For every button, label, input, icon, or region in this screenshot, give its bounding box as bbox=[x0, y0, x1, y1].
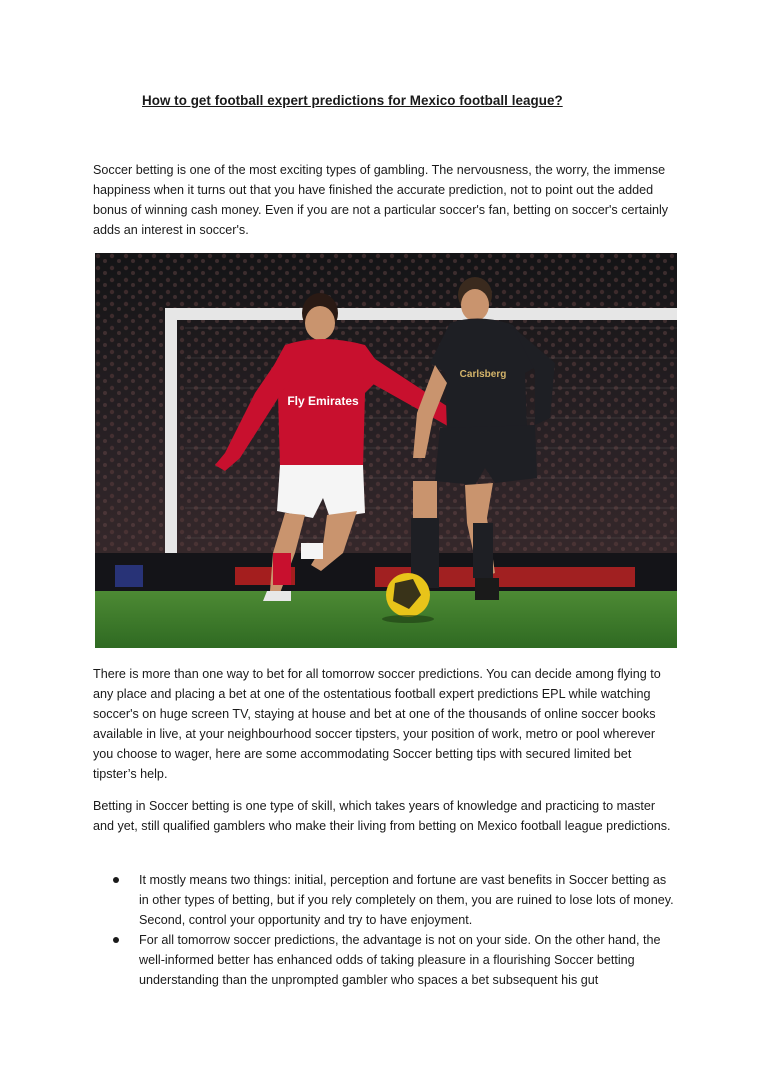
list-item-text: For all tomorrow soccer predictions, the advantage is not on your side. On the other hand, the well-informed better has enhanced odds of taking pleasure in a flourishing Soccer betting understanding than the unprompted gambler who spaces a bet subsequent his gut bbox=[139, 933, 661, 987]
list-item bbox=[93, 870, 677, 930]
list-item bbox=[93, 930, 677, 990]
bullet-icon bbox=[113, 877, 119, 883]
second-paragraph: There is more than one way to bet for all tomorrow soccer predictions. You can decide among flying to any place and placing a bet at one of the ostentatious football expert predictions EPL while watching soccer's on huge screen TV, staying at house and bet at one of the thousands of online soccer books available in live, at your neighbourhood soccer tipsters, your position of work, metro or pool wherever you choose to wager, here are some accommodating Soccer betting tips with secured limited bet tipster’s help. bbox=[93, 667, 661, 781]
page-title: How to get football expert predictions for Mexico football league? bbox=[142, 93, 563, 108]
sponsor-red-text: Fly Emirates bbox=[287, 394, 359, 408]
soccer-match-photo bbox=[95, 253, 677, 648]
bullet-list bbox=[93, 870, 677, 990]
third-paragraph: Betting in Soccer betting is one type of skill, which takes years of knowledge and practicing to master and yet, still qualified gamblers who make their living from betting on Mexico football league predictions. bbox=[93, 799, 671, 833]
sponsor-dark-text: Carlsberg bbox=[459, 369, 507, 380]
goal-crossbar bbox=[165, 308, 677, 320]
bullet-icon bbox=[113, 937, 119, 943]
intro-paragraph: Soccer betting is one of the most exciting types of gambling. The nervousness, the worry, the immense happiness when it turns out that you have finished the accurate prediction, not to point out the added bonus of winning cash money. Even if you are not a particular soccer's fan, betting on soccer's certainly adds an interest in soccer's. bbox=[93, 163, 669, 237]
goal-post bbox=[165, 308, 177, 593]
list-item-text: It mostly means two things: initial, perception and fortune are vast benefits in Soccer betting as in other types of betting, but if you rely completely on them, you are ruined to lose lots of money. Second, control your opportunity and try to have enjoyment. bbox=[139, 873, 674, 927]
